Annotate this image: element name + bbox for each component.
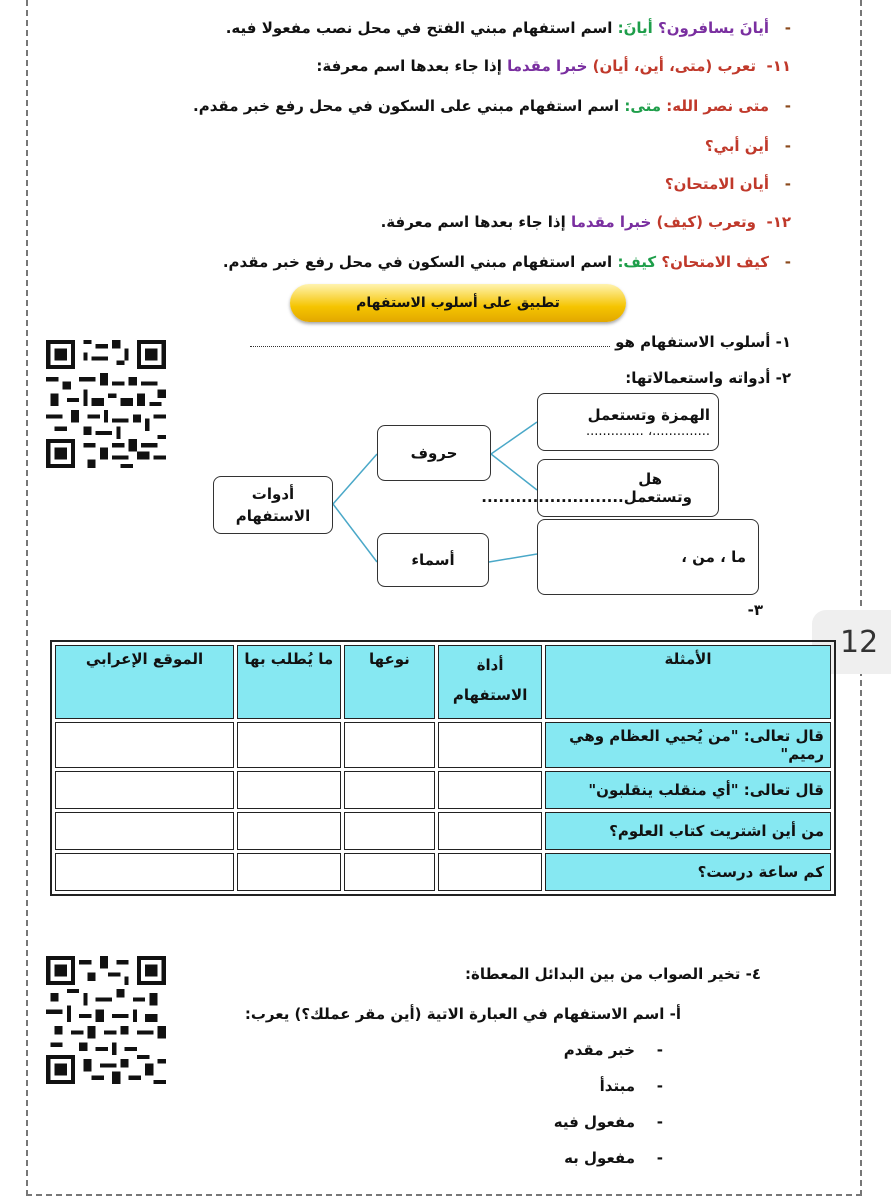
header-type: نوعها <box>344 645 436 719</box>
header-purpose: ما يُطلب بها <box>237 645 341 719</box>
answer-cell[interactable] <box>344 771 436 809</box>
option-4[interactable]: -مفعول به <box>564 1149 663 1167</box>
table-row <box>55 853 831 891</box>
diagram-hamza-box: الهمزة وتستعمل ..............، .............. <box>537 393 719 451</box>
hamza-blank[interactable]: ..............، .............. <box>585 423 710 439</box>
diagram-hal-box: هل وتستعمل......................... <box>537 459 719 517</box>
header-examples: الأمثلة <box>545 645 831 719</box>
line-ayan: -أيانَ يسافرون؟ أيانَ: اسم استفهام مبني الفتح في محل نصب مفعولا فيه. <box>225 19 791 37</box>
table-row <box>55 812 831 850</box>
option-3[interactable]: -مفعول فيه <box>553 1113 663 1131</box>
section-banner: تطبيق على أسلوب الاستفهام <box>290 284 626 322</box>
header-parsing: الموقع الإعرابي <box>55 645 234 719</box>
answer-cell[interactable] <box>55 853 234 891</box>
answer-cell[interactable] <box>55 771 234 809</box>
line-mata: -متى نصر الله: متى: اسم استفهام مبني على السكون في محل رفع خبر مقدم. <box>193 97 791 115</box>
line-ayan-exam: -أيان الامتحان؟ <box>664 175 791 193</box>
answer-cell[interactable] <box>237 722 341 768</box>
answer-cell[interactable] <box>55 812 234 850</box>
qr-code-icon[interactable] <box>46 956 166 1084</box>
option-2[interactable]: -مبتدأ <box>599 1077 663 1095</box>
answer-cell[interactable] <box>344 722 436 768</box>
example-cell: قال تعالى: "من يُحيي العظام وهي رميم" <box>545 722 831 768</box>
example-cell: كم ساعة درست؟ <box>545 853 831 891</box>
page-number-badge: 12 <box>812 610 891 674</box>
question-4a: أ- اسم الاستفهام في العبارة الاتية (أين مقر عملك؟) يعرب: <box>244 1005 681 1023</box>
question-4: ٤- تخير الصواب من بين البدائل المعطاة: <box>465 965 761 983</box>
question-1: ١- أسلوب الاستفهام هو <box>250 332 791 352</box>
answer-cell[interactable] <box>55 722 234 768</box>
diagram-letters: حروف <box>377 425 491 481</box>
answer-cell[interactable] <box>237 812 341 850</box>
answer-cell[interactable] <box>344 812 436 850</box>
example-cell: من أين اشتريت كتاب العلوم؟ <box>545 812 831 850</box>
diagram-names: أسماء <box>377 533 489 587</box>
rule-12: ١٢- وتعرب (كيف) خبرا مقدما إذا جاء بعدها اسم معرفة. <box>380 213 791 231</box>
table-row <box>55 722 831 768</box>
option-1[interactable]: -خبر مقدم <box>563 1041 663 1059</box>
answer-cell[interactable] <box>237 771 341 809</box>
answer-cell[interactable] <box>438 771 542 809</box>
question-2: ٢- أدواته واستعمالاتها: <box>625 369 791 387</box>
example-cell: قال تعالى: "أي منقلب ينقلبون" <box>545 771 831 809</box>
hal-blank[interactable]: وتستعمل......................... <box>481 488 692 506</box>
answer-cell[interactable] <box>438 853 542 891</box>
line-ayna: -أين أبي؟ <box>704 137 791 155</box>
answer-cell[interactable] <box>438 722 542 768</box>
question-3: ٣- <box>747 601 763 619</box>
analysis-table <box>50 640 836 896</box>
rule-11: ١١- تعرب (متى، أين، أيان) خبرا مقدما إذا جاء بعدها اسم معرفة: <box>316 57 791 75</box>
answer-cell[interactable] <box>438 812 542 850</box>
answer-cell[interactable] <box>344 853 436 891</box>
diagram-names-list[interactable]: ما ، من ، <box>537 519 759 595</box>
diagram-root: أدوات الاستفهام <box>213 476 333 534</box>
table-header-row <box>55 645 831 719</box>
answer-cell[interactable] <box>237 853 341 891</box>
header-tool: أداة الاستفهام <box>438 645 542 719</box>
line-kayfa: -كيف الامتحان؟ كيف: اسم استفهام مبني السكون في محل رفع خبر مقدم. <box>222 253 791 271</box>
table-row <box>55 771 831 809</box>
